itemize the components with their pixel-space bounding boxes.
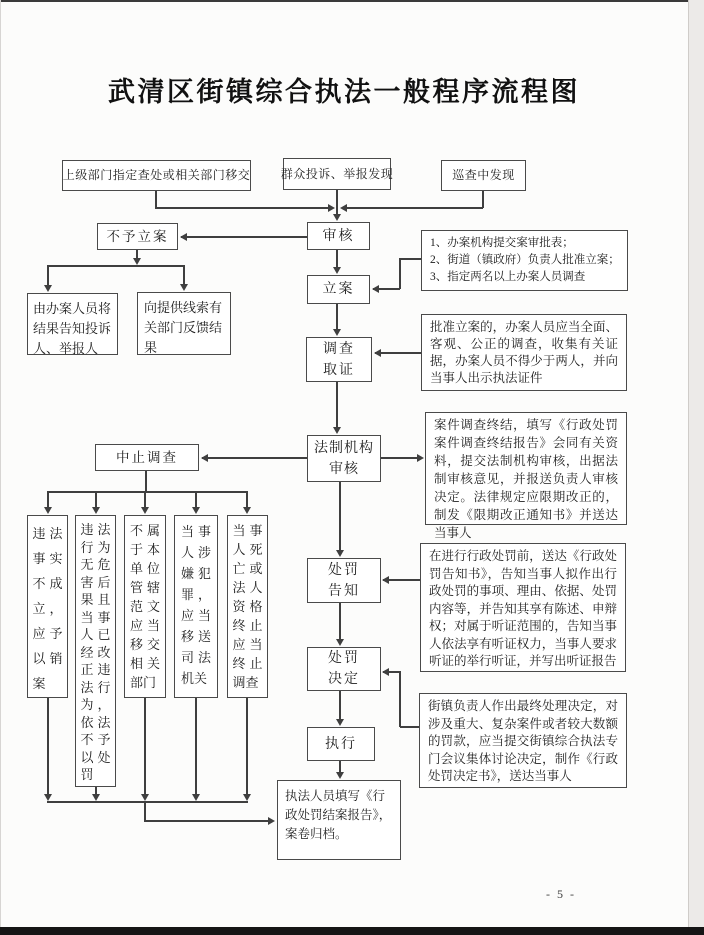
annotation-penalty-notice-note xyxy=(420,543,626,672)
connector-line xyxy=(144,698,146,794)
scan-bottom-bar xyxy=(0,927,704,935)
scan-top-edge xyxy=(0,0,704,2)
reason-box-suspected-crime xyxy=(174,515,218,698)
source-box-complaint-report xyxy=(280,158,394,190)
connector-line xyxy=(144,492,146,508)
penalty-notice-note-text: 在进行行政处罚前，送达《行政处罚告知书》，告知当事人拟作出行政处罚的事项、理由、依据、处罚内容等，并告知其享有陈述、申辩权；对属于听证范围的，告知当事人依法享有听证权力，当事人要求听证的举行听证，并写出听证报告 xyxy=(429,549,617,668)
reason-text-4: 当事人涉嫌犯罪，应当移送司法机关 xyxy=(181,524,211,686)
page-number: - 5 - xyxy=(546,887,576,901)
arrowhead-down xyxy=(333,267,341,274)
source-complaint-label: 群众投诉、举报发现 xyxy=(280,166,394,181)
connector-line xyxy=(246,492,248,508)
connector-line xyxy=(202,457,307,459)
reason-box-party-terminated xyxy=(227,515,268,698)
connector-line xyxy=(47,698,49,794)
arrowhead-down xyxy=(92,507,100,514)
scan-left-edge xyxy=(0,0,1,935)
arrowhead-down xyxy=(336,719,344,726)
arrowhead-right xyxy=(328,204,335,212)
arrowhead-down xyxy=(141,794,149,801)
connector-line xyxy=(399,258,401,289)
no-filing-label: 不予立案 xyxy=(106,229,169,244)
flow-box-no-filing xyxy=(97,223,178,250)
connector-line xyxy=(344,207,483,209)
suspend-label: 中止调查 xyxy=(116,450,178,465)
source-box-patrol xyxy=(441,160,526,191)
filing-criteria-item-1: 1、办案机构提交案审批表； xyxy=(430,237,574,249)
arrowhead-down xyxy=(92,794,100,801)
connector-line xyxy=(47,491,248,493)
case-closing-text: 执法人员填写《行政处罚结案报告》，案卷归档。 xyxy=(285,789,392,841)
connector-line xyxy=(155,191,157,208)
connector-line xyxy=(336,304,338,330)
source-patrol-label: 巡查中发现 xyxy=(452,168,515,182)
scan-right-strip xyxy=(688,0,704,935)
flow-box-penalty-decision xyxy=(307,647,381,691)
annotation-investigation-note xyxy=(421,314,627,391)
reason-box-facts-not-established xyxy=(27,515,68,698)
investigation-note-text: 批准立案的，办案人员应当全面、客观、公正的调查，收集有关证据，办案人员不得少于两人，并向当事人出示执法证件 xyxy=(430,320,618,385)
page-title: 武清区街镇综合执法一般程序流程图 xyxy=(108,77,580,107)
legal-review-label: 法制机构审核 xyxy=(314,440,374,477)
arrowhead-left xyxy=(201,454,208,462)
arrowhead-down xyxy=(44,794,52,801)
reason-text-1: 违法事实不成立，应予以销案 xyxy=(32,526,63,691)
connector-line xyxy=(339,603,341,640)
penalty-notice-label: 处罚告知 xyxy=(328,562,360,599)
arrowhead-down xyxy=(333,214,341,221)
arrowhead-down xyxy=(333,329,341,336)
arrowhead-down xyxy=(192,507,200,514)
flow-box-investigation xyxy=(306,337,372,382)
feedback-to-source-text: 向提供线索有关部门反馈结果 xyxy=(144,300,223,355)
penalty-decision-note-text: 街镇负责人作出最终处理决定，对涉及重大、复杂案件或者较大数额的罚款，应当提交街镇综合执法专门会议集体讨论决定，制作《行政处罚决定书》，送达当事人 xyxy=(428,699,618,783)
connector-line xyxy=(336,382,338,428)
flow-box-suspend-investigation xyxy=(95,444,199,471)
connector-line xyxy=(399,258,421,260)
flow-box-case-closing xyxy=(277,780,401,860)
source-superior-label: 上级部门指定查处或相关部门移交 xyxy=(62,168,251,182)
connector-line xyxy=(95,492,97,508)
filing-criteria-item-3: 3、指定两名以上办案人员调查 xyxy=(430,271,586,283)
review-label: 审核 xyxy=(322,228,355,244)
arrowhead-left xyxy=(372,285,379,293)
reason-text-5: 当事人死亡或法人资格终止应当终止调查 xyxy=(232,523,263,690)
connector-line xyxy=(195,492,197,508)
connector-line xyxy=(95,787,97,794)
connector-line xyxy=(47,801,248,803)
connector-line xyxy=(400,726,419,728)
arrowhead-down xyxy=(192,794,200,801)
flow-box-review xyxy=(307,222,370,250)
flow-box-penalty-notice xyxy=(307,558,381,603)
arrowhead-left xyxy=(374,349,381,357)
legal-review-note-text: 案件调查终结，填写《行政处罚案件调查终结报告》会同有关资料，提交法制机构审核，出据法制审核意见，并报送负责人审核决定。法律规定应限期改正的，制发《限期改正通知书》并送达当事人 xyxy=(434,418,618,540)
filing-criteria-item-2: 2、街道（镇政府）负责人批准立案； xyxy=(430,254,620,266)
connector-line xyxy=(381,457,418,459)
connector-line xyxy=(339,482,341,551)
reason-text-2: 违法行为无危害后果且当事人已经改正违法行为，依法不予以处罚 xyxy=(80,522,111,782)
annotation-legal-review-note xyxy=(425,412,627,540)
arrowhead-down xyxy=(141,507,149,514)
connector-line xyxy=(195,698,197,794)
connector-line xyxy=(375,352,421,354)
reason-box-no-harm-corrected xyxy=(75,515,116,787)
connector-line xyxy=(144,820,270,822)
arrowhead-right xyxy=(268,817,275,825)
arrowhead-down xyxy=(336,639,344,646)
reason-box-not-jurisdiction xyxy=(124,515,166,698)
connector-line xyxy=(181,236,307,238)
arrowhead-left xyxy=(382,576,389,584)
inform-complainant-text: 由办案人员将结果告知投诉人、举报人 xyxy=(33,301,112,356)
arrowhead-left xyxy=(340,204,347,212)
connector-line xyxy=(155,207,331,209)
connector-line xyxy=(336,250,338,268)
connector-line xyxy=(145,471,147,492)
connector-line xyxy=(339,691,341,720)
arrowhead-down xyxy=(243,507,251,514)
filing-label: 立案 xyxy=(322,282,355,297)
connector-line xyxy=(47,265,185,267)
connector-line xyxy=(246,698,248,794)
arrowhead-down xyxy=(336,772,344,779)
connector-line xyxy=(336,190,338,215)
arrowhead-left xyxy=(180,233,187,241)
arrowhead-left xyxy=(382,668,389,676)
arrowhead-down xyxy=(243,794,251,801)
flow-box-legal-review xyxy=(307,435,381,482)
annotation-penalty-decision-note xyxy=(419,693,627,788)
arrowhead-down xyxy=(133,258,141,265)
investigation-label: 调查取证 xyxy=(323,341,355,378)
source-box-superior-transfer xyxy=(62,160,251,191)
arrowhead-down xyxy=(336,550,344,557)
penalty-decision-label: 处罚决定 xyxy=(328,651,360,687)
arrowhead-down xyxy=(180,284,188,291)
flow-box-filing xyxy=(307,275,370,304)
execution-label: 执行 xyxy=(325,736,357,752)
arrowhead-down xyxy=(44,285,52,292)
annotation-filing-criteria xyxy=(421,230,628,291)
arrowhead-down xyxy=(44,507,52,514)
connector-line xyxy=(47,492,49,508)
connector-line xyxy=(144,801,146,821)
arrowhead-right xyxy=(417,454,424,462)
connector-line xyxy=(399,671,401,727)
reason-text-3: 不属于本单位管辖范文应当移交相关部门 xyxy=(130,523,160,690)
box-feedback-to-source xyxy=(137,292,231,355)
flow-box-execution xyxy=(307,727,375,761)
box-inform-complainant xyxy=(27,293,118,355)
arrowhead-down xyxy=(333,427,341,434)
connector-line xyxy=(482,191,484,208)
